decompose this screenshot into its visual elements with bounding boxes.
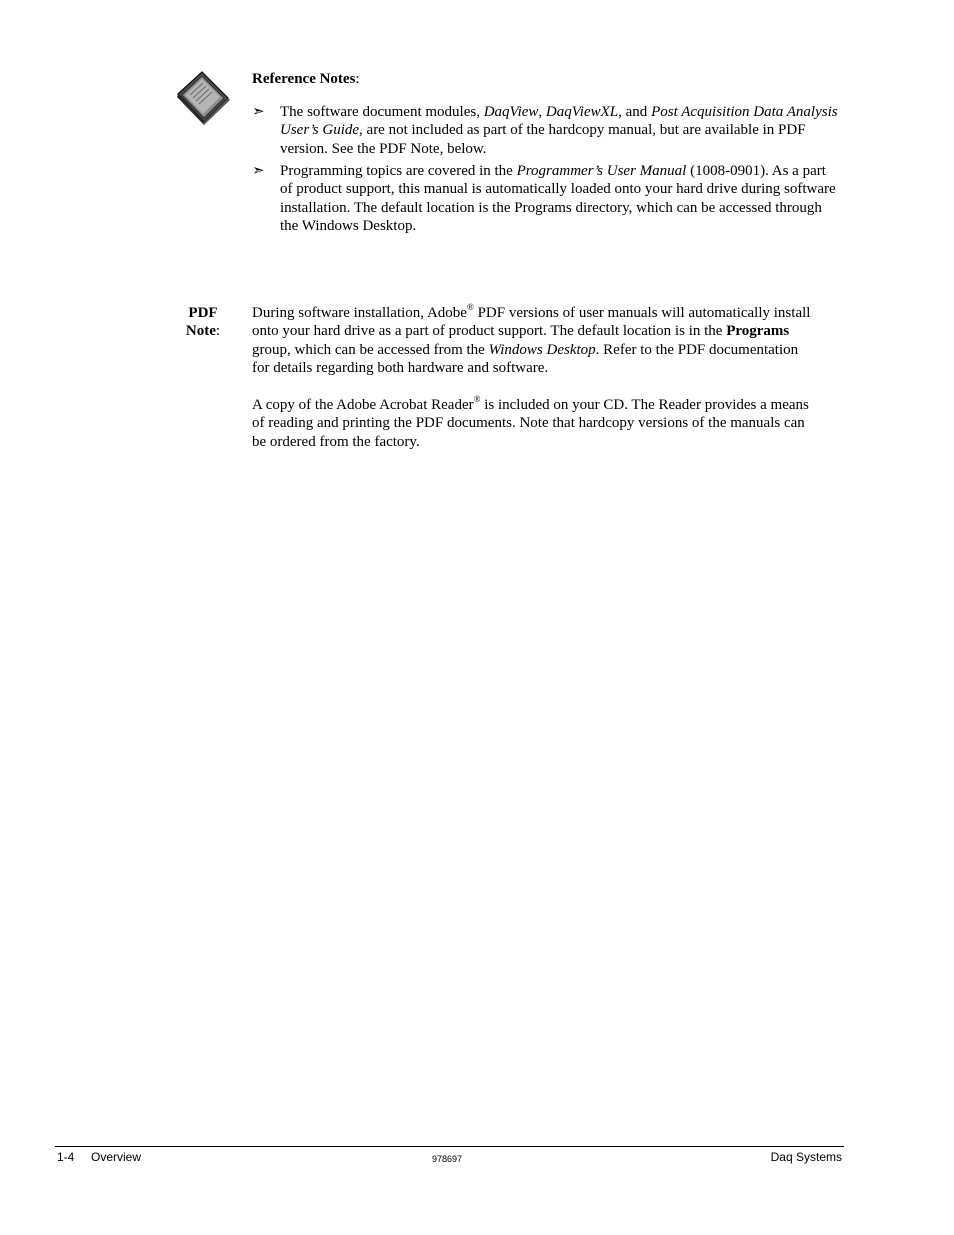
text-run: , — [538, 104, 546, 120]
footer-document-number: 978697 — [432, 1154, 463, 1164]
pdf-note-label-line1: PDF — [188, 305, 218, 321]
reference-notes-title: Reference Notes — [252, 71, 356, 87]
text-run: During software installation, Adobe — [252, 305, 467, 321]
daqviewxl-title: DaqViewXL — [545, 104, 619, 120]
pdf-note-label-line2 — [180, 322, 226, 340]
note-word: Note — [185, 323, 216, 340]
reference-note-item-1 — [252, 103, 842, 158]
post-acquisition-guide-title: Post Acquisition Data Analysis User’s Guide — [280, 104, 838, 139]
reference-note-item-2 — [252, 162, 842, 235]
windows-desktop-term: Windows Desktop — [488, 341, 596, 358]
pdf-note-label — [180, 304, 226, 341]
text-run: The software document modules, — [280, 104, 484, 120]
reference-notes-heading — [252, 70, 360, 88]
pdf-note-paragraph-1 — [252, 304, 812, 377]
text-run: group, which can be accessed from the — [252, 341, 489, 358]
programs-group-name: Programs — [726, 323, 790, 340]
footer-page-number: 1-4 — [57, 1150, 75, 1164]
footer-product-name: Daq Systems — [770, 1150, 842, 1164]
reference-notes-colon: : — [355, 71, 360, 87]
registered-mark: ® — [473, 394, 481, 404]
text-run: A copy of the Adobe Acrobat Reader — [252, 397, 474, 413]
reference-note-text-1 — [280, 103, 842, 158]
daqview-title: DaqView — [483, 104, 539, 120]
programmers-manual-title: Programmer’s User Manual — [516, 163, 687, 179]
text-run: , and — [618, 104, 652, 120]
arrow-bullet-icon: ➣ — [252, 163, 265, 179]
pdf-note-paragraph-2 — [252, 396, 817, 451]
arrow-bullet-icon: ➣ — [252, 104, 265, 120]
footer-section-name: Overview — [91, 1150, 142, 1164]
text-run: Programming topics are covered in the — [280, 163, 517, 179]
text-run: is included on your CD. The Reader provides a means of reading and printing the PDF documents. Note that hardcopy versions of the manuals can be ordered from the factory. — [252, 397, 809, 450]
text-run: (1008-0901). As a part of product support, this manual is automatically loaded onto your hard drive during software installation. The default location is the Programs directory, which can be accessed through the Windows Desktop. — [280, 163, 836, 234]
note-colon: : — [215, 323, 221, 340]
text-run: PDF versions of user manuals will automatically install onto your hard drive as a part of product support. The default location is in the — [252, 305, 811, 340]
text-run: , are not included as part of the hardcopy manual, but are available in PDF version. See the PDF Note, below. — [280, 122, 806, 157]
footer-divider — [55, 1146, 844, 1147]
text-run: . Refer to the PDF documentation for details regarding both hardware and software. — [252, 341, 799, 376]
registered-mark: ® — [466, 302, 474, 312]
manual-book-icon — [174, 68, 232, 126]
reference-note-text-2 — [280, 162, 842, 235]
